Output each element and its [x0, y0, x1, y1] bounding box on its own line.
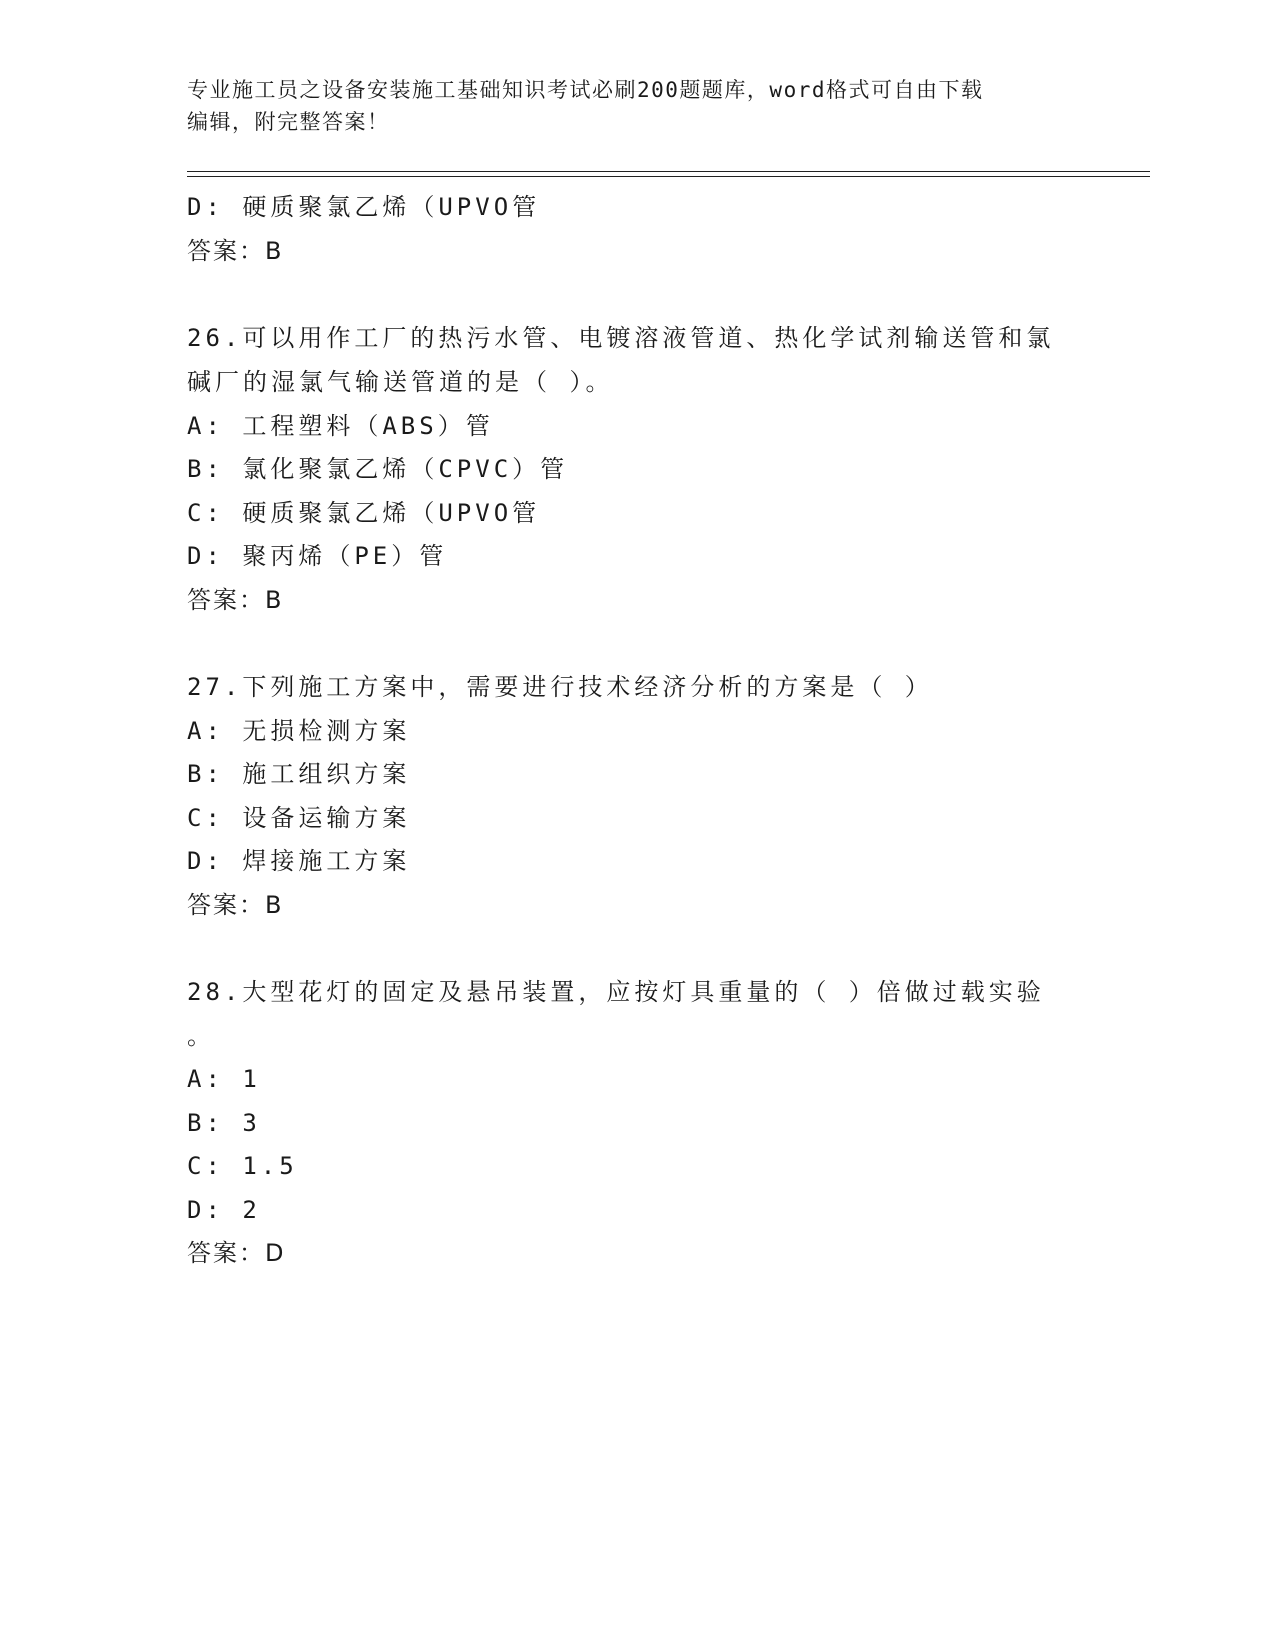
prev-answer: 答案：B	[187, 237, 284, 265]
q26-option-d: D: 聚丙烯（PE）管	[187, 542, 448, 570]
q28-option-c: C: 1.5	[187, 1152, 298, 1180]
prev-option-d: D: 硬质聚氯乙烯（UPVO管	[187, 193, 541, 221]
q26-answer: 答案：B	[187, 586, 284, 614]
q26-option-c: C: 硬质聚氯乙烯（UPVO管	[187, 499, 541, 527]
q27-option-d: D: 焊接施工方案	[187, 847, 411, 875]
document-header	[187, 74, 1087, 138]
q26-stem-line-2: 碱厂的湿氯气输送管道的是（ ）。	[187, 368, 614, 396]
header-rule-top	[187, 171, 1150, 172]
header-rule-bottom	[187, 176, 1150, 177]
q28-stem-line-2: 。	[187, 1022, 215, 1050]
header-line-1: 专业施工员之设备安装施工基础知识考试必刷200题题库，word格式可自由下载	[187, 78, 984, 102]
q26-option-a: A: 工程塑料（ABS）管	[187, 412, 494, 440]
q28-option-b: B: 3	[187, 1109, 261, 1137]
q26-option-b: B: 氯化聚氯乙烯（CPVC）管	[187, 455, 569, 483]
q27-answer: 答案：B	[187, 891, 284, 919]
q28-option-d: D: 2	[187, 1196, 261, 1224]
q27-option-b: B: 施工组织方案	[187, 760, 411, 788]
q26-stem-line-1: 26.可以用作工厂的热污水管、电镀溶液管道、热化学试剂输送管和氯	[187, 324, 1055, 352]
q28-option-a: A: 1	[187, 1065, 261, 1093]
q28-answer: 答案：D	[187, 1239, 286, 1267]
q27-stem-line-1: 27.下列施工方案中，需要进行技术经济分析的方案是（ ）	[187, 673, 933, 701]
q28-stem-line-1: 28.大型花灯的固定及悬吊装置，应按灯具重量的（ ）倍做过载实验	[187, 978, 1045, 1006]
q27-option-c: C: 设备运输方案	[187, 804, 411, 832]
header-line-2: 编辑，附完整答案！	[187, 110, 390, 134]
q27-option-a: A: 无损检测方案	[187, 717, 411, 745]
